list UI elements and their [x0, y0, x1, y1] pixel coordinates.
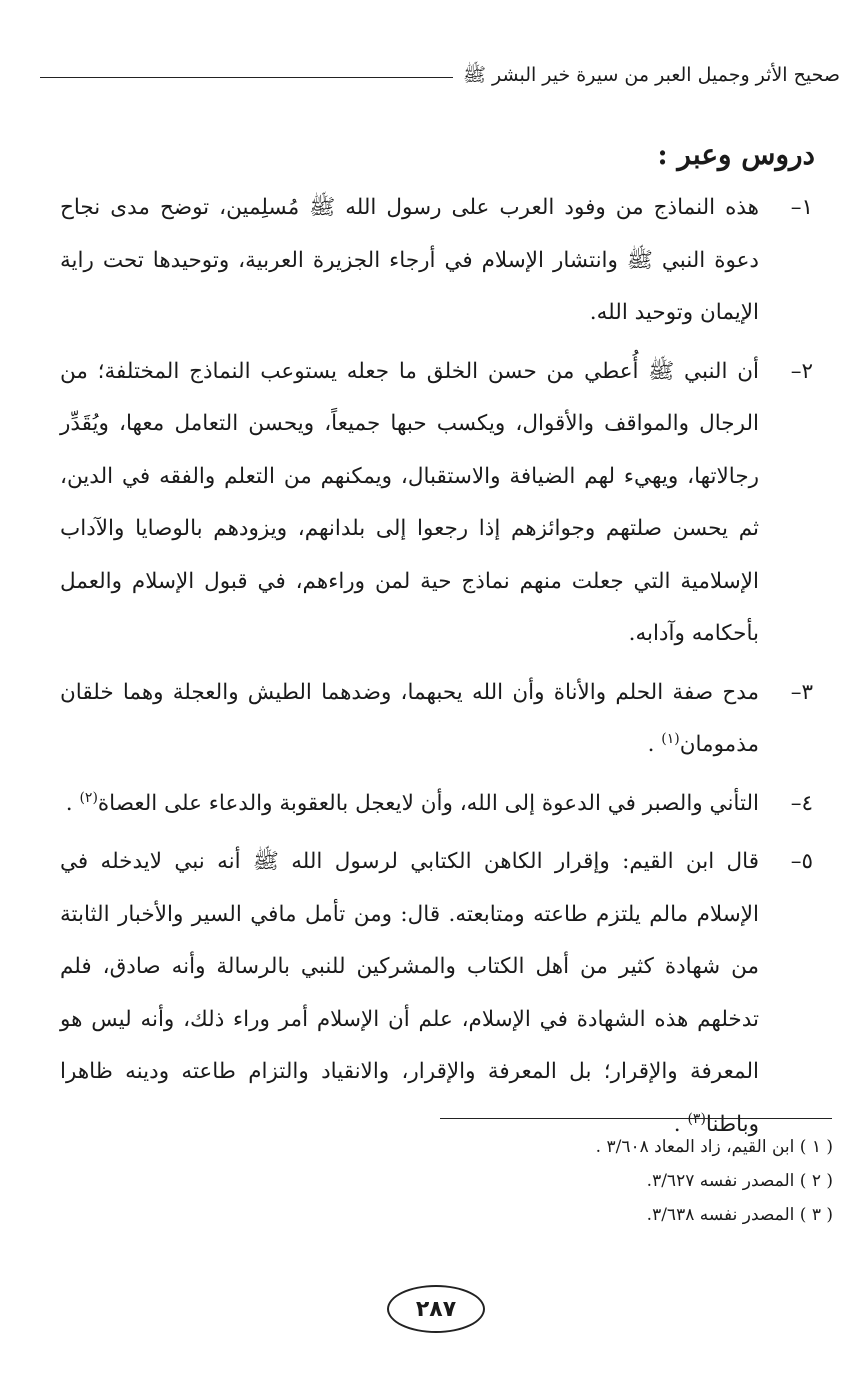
lessons-list — [60, 182, 813, 1157]
footnotes — [413, 1130, 833, 1232]
lesson-body: مدح صفة الحلم والأناة وأن الله يحبهما، وضدهما الطيش والعجلة وهما خلقان مذمومان — [60, 679, 759, 757]
lesson-number: ١– — [790, 195, 813, 220]
header-rule — [40, 77, 453, 78]
sentence-end: . — [673, 1111, 688, 1137]
sentence-end: . — [65, 790, 80, 816]
footnote-2: ( ٢ ) المصدر نفسه ٣/٦٢٧. — [646, 1171, 833, 1191]
lesson-number: ٣– — [790, 679, 813, 705]
lesson-item-1 — [60, 182, 813, 340]
running-title: صحيح الأثر وجميل العبر من سيرة خير البشر ﷺ — [463, 64, 840, 86]
lesson-number: ٤– — [790, 790, 813, 816]
lesson-text — [60, 778, 759, 831]
footnote-ref-2[interactable]: (٢) — [79, 789, 98, 806]
running-header — [40, 60, 840, 94]
lesson-text — [60, 182, 759, 340]
lesson-body: هذه النماذج من وفود العرب على رسول الله ﷺ مُسلِمين، توضح مدى نجاح دعوة النبي ﷺ وانتشار الإسلام في أرجاء الجزيرة العربية، وتوحيدها تحت راية الإيمان وتوحيد الله. — [60, 195, 759, 325]
lesson-body: أن النبي ﷺ أُعطي من حسن الخلق ما جعله يستوعب النماذج المختلفة؛ من الرجال والمواقف والأقوال، ويكسب حبها جميعاً، ويحسن التعامل معها، ويُقَدِّر رجالاتها، ويهيء لهم الضيافة والاستقبال، ويمكنهم من التعلم والفقه في الدين، ثم يحسن صلتهم وجوائزهم إذا رجعوا إلى بلدانهم، ويزودهم بالوصايا والآداب الإسلامية التي جعلت منهم نماذج حية لمن وراءهم، في قبول الإسلام والعمل بأحكامه وآدابه. — [60, 358, 759, 646]
footnote-divider — [440, 1118, 832, 1119]
footnote-ref-1[interactable]: (١) — [661, 730, 680, 747]
footnote-1: ( ١ ) ابن القيم، زاد المعاد ٣/٦٠٨ . — [595, 1137, 833, 1157]
lesson-number: ٢– — [790, 358, 813, 384]
lesson-item-2 — [60, 346, 813, 661]
lesson-number: ٥– — [790, 849, 813, 874]
footnote-3: ( ٣ ) المصدر نفسه ٣/٦٣٨. — [646, 1205, 833, 1225]
page-number: ٢٨٧ — [387, 1285, 485, 1333]
sentence-end: . — [647, 732, 662, 757]
footnote-ref-3[interactable]: (٣) — [687, 1110, 706, 1127]
lesson-body: التأني والصبر في الدعوة إلى الله، وأن لايعجل بالعقوبة والدعاء على العصاة — [97, 790, 759, 816]
lesson-item-4 — [60, 778, 813, 831]
section-title: دروس وعبر : — [657, 138, 815, 171]
lesson-item-3 — [60, 667, 813, 772]
lesson-text — [60, 836, 759, 1151]
lesson-item-5 — [60, 836, 813, 1151]
lesson-text — [60, 667, 759, 772]
lesson-text — [60, 346, 759, 661]
lesson-body: قال ابن القيم: وإقرار الكاهن الكتابي لرسول الله ﷺ أنه نبي لايدخله في الإسلام مالم يلتزم طاعته ومتابعته. قال: ومن تأمل مافي السير والأخبار الثابتة من شهادة كثير من أهل الكتاب والمشركين للنبي بالرسالة وأنه صادق، فلم تدخلهم هذه الشهادة في الإسلام، علم أن الإسلام أمر وراء ذلك، وأنه ليس هو المعرفة والإقرار؛ بل المعرفة والإقرار، والانقياد والتزام طاعته ودينه ظاهرا وباطنا — [60, 849, 759, 1137]
